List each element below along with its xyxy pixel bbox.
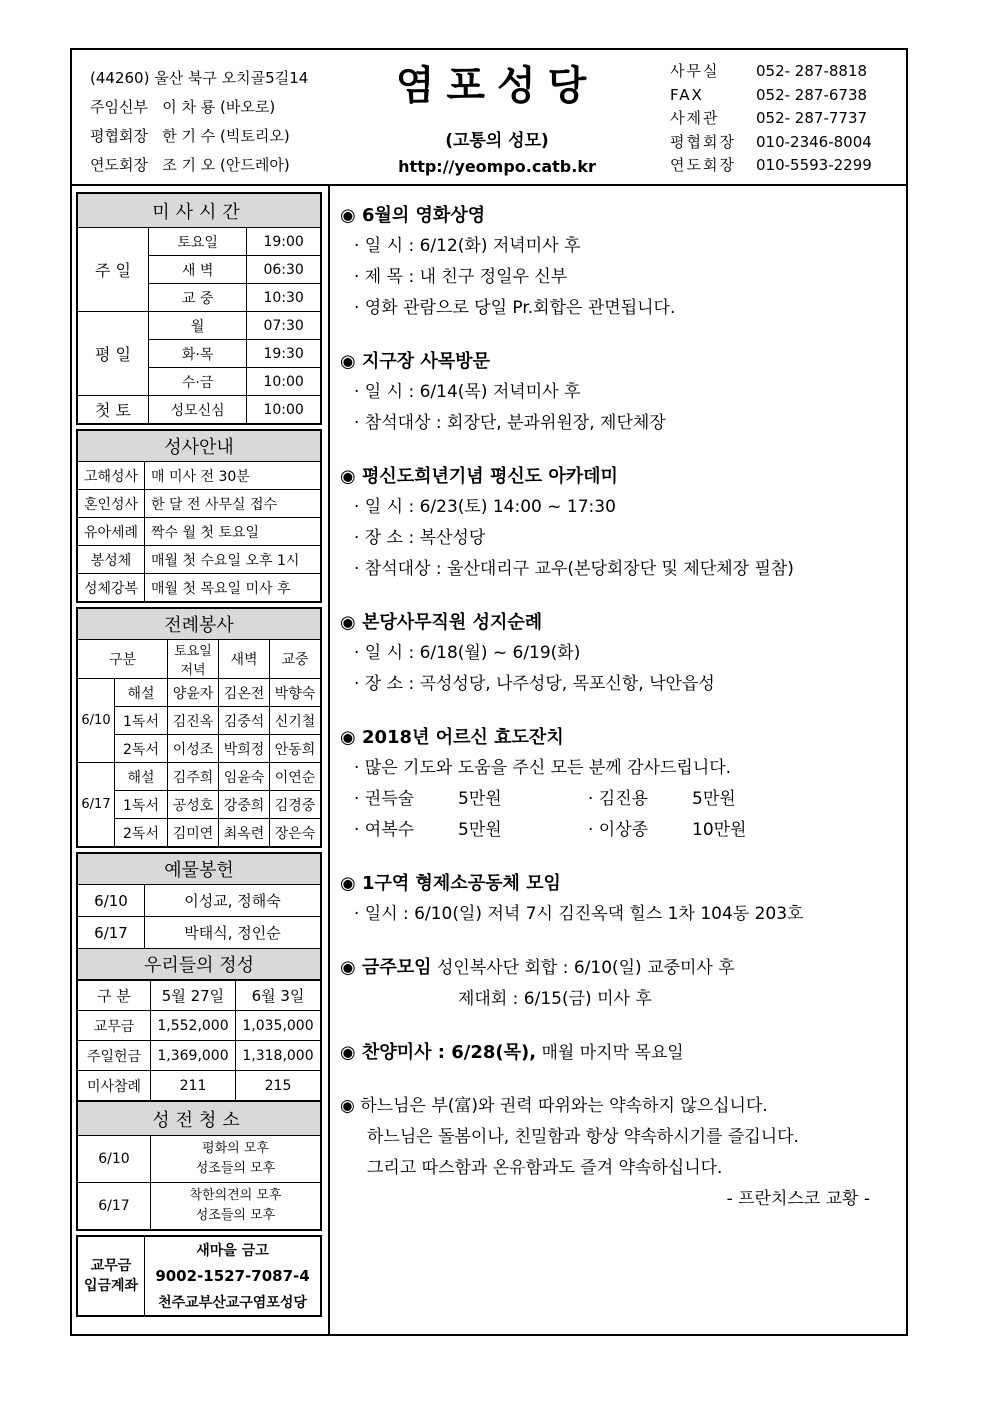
giving-label: 미사참례: [78, 1071, 151, 1101]
notice-movie: ◉ 6월의 영화상영 · 일 시 : 6/12(화) 저녁미사 후 · 제 목 : 내 친구 정일우 신부 · 영화 관람으로 당일 Pr.회합은 관면됩니다.: [340, 205, 676, 318]
giving-value: 215: [236, 1071, 321, 1101]
liturgy-header: 구분: [78, 640, 168, 679]
contact-row: 사제관 052- 287-7737: [670, 109, 868, 127]
liturgy-role: 해설: [115, 679, 168, 707]
bank-holder: 천주교부산교구염포성당: [145, 1289, 321, 1316]
giving-header: 구 분: [78, 981, 151, 1011]
liturgy-person: 임윤숙: [219, 763, 270, 791]
contact-row: FAX 052- 287-6738: [670, 85, 868, 104]
cleaning-groups: 착한의견의 모후 성조들의 모후: [151, 1183, 321, 1230]
sacrament-name: 봉성체: [78, 546, 145, 574]
giving-header: 5월 27일: [151, 981, 236, 1011]
liturgy-person: 장은숙: [270, 819, 321, 847]
column-divider: [328, 184, 330, 1336]
liturgy-person: 안동희: [270, 735, 321, 763]
giving-label: 주일헌금: [78, 1041, 151, 1071]
council-row: 평협회장 한 기 수 (빅토리오): [90, 127, 290, 145]
liturgy-person: 김진옥: [168, 707, 219, 735]
liturgy-person: 박희정: [219, 735, 270, 763]
notice-district: ◉ 1구역 형제소공동체 모임 · 일시 : 6/10(일) 저녁 7시 김진옥댁 힐스 1차 104동 203호: [340, 873, 804, 924]
sacrament-detail: 한 달 전 사무실 접수: [145, 490, 321, 518]
sunday-label: 주 일: [78, 228, 149, 312]
yeondo-row: 연도회장 조 기 오 (안드레아): [90, 156, 290, 174]
liturgy-person: 박향숙: [270, 679, 321, 707]
liturgy-person: 김미연: [168, 819, 219, 847]
donor-row: · 권득술 5만원 · 김진용 5만원: [354, 789, 736, 809]
offering-date: 6/17: [78, 917, 145, 949]
liturgy-person: 최옥련: [219, 819, 270, 847]
liturgy-person: 이연순: [270, 763, 321, 791]
bank-number: 9002-1527-7087-4: [145, 1263, 321, 1289]
liturgy-date: 6/10: [78, 679, 115, 763]
notice-pilgrimage: ◉ 본당사무직원 성지순례 · 일 시 : 6/18(월) ~ 6/19(화) · 장 소 : 곡성성당, 나주성당, 목포신항, 낙안읍성: [340, 612, 715, 694]
liturgy-person: 김주희: [168, 763, 219, 791]
liturgy-service: [76, 607, 322, 848]
giving-value: 211: [151, 1071, 236, 1101]
liturgy-person: 김경중: [270, 791, 321, 819]
contact-row: 평협회장 010-2346-8004: [670, 132, 872, 151]
pastor-row: 주임신부 이 차 룡 (바오로): [90, 98, 276, 116]
contact-row: 연도회장 010-5593-2299: [670, 156, 872, 174]
liturgy-person: 김온전: [219, 679, 270, 707]
mass-day: 토요일: [149, 228, 247, 256]
mass-time: 10:00: [247, 368, 321, 396]
mass-schedule: [76, 192, 322, 425]
mass-title: 미사시간: [78, 194, 321, 228]
liturgy-person: 강중희: [219, 791, 270, 819]
cleaning-title: 성전청소: [78, 1102, 321, 1136]
sacrament-detail: 매 미사 전 30분: [145, 462, 321, 490]
bank-account: [76, 1235, 322, 1317]
notice-meeting: ◉ 금주모임 성인복사단 회합 : 6/10(일) 교중미사 후 제대회 : 6/15(금) 미사 후: [340, 957, 735, 1009]
liturgy-person: 신기철: [270, 707, 321, 735]
offering-names: 박태식, 정인순: [145, 917, 321, 949]
left-column: [76, 192, 322, 1321]
mass-time: 07:30: [247, 312, 321, 340]
mass-time: 19:00: [247, 228, 321, 256]
notice-elder-party: ◉ 2018년 어르신 효도잔치 · 많은 기도와 도움을 주신 모든 분께 감사드립니다. · 권득술 5만원 · 김진용 5만원 · 여복수 5만원 · 이상종 10만원: [340, 722, 910, 846]
mass-time: 19:30: [247, 340, 321, 368]
website-link[interactable]: http://yeompo.catb.kr: [398, 157, 596, 176]
sacrament-name: 유아세례: [78, 518, 145, 546]
sacrament-info: [76, 429, 322, 603]
offering-box: [76, 852, 322, 1231]
sacrament-name: 혼인성사: [78, 490, 145, 518]
mass-time: 10:00: [247, 396, 321, 424]
liturgy-role: 2독서: [115, 819, 168, 847]
contact-list: [670, 60, 872, 178]
giving-value: 1,369,000: [151, 1041, 236, 1071]
mass-day: 수·금: [149, 368, 247, 396]
weekday-label: 평 일: [78, 312, 149, 396]
firstsat-label: 첫 토: [78, 396, 149, 424]
page-subtitle: (고통의 성모): [445, 131, 549, 151]
notice-quote: ◉ 하느님은 부(富)와 권력 따위와는 약속하지 않으십니다. 하느님은 돌봄이나, 친밀함과 항상 약속하시기를 즐깁니다. 그리고 따스함과 온유함과도 즐겨 약속하십니다. - 프란치스코 교황 -: [340, 1096, 870, 1209]
liturgy-header: 교중: [270, 640, 321, 679]
offering-names: 이성교, 정해숙: [145, 885, 321, 917]
mass-time: 10:30: [247, 284, 321, 312]
notice-praise-mass: ◉ 찬양미사 : 6/28(목), 매월 마지막 목요일: [340, 1042, 684, 1063]
giving-label: 교무금: [78, 1011, 151, 1041]
sacrament-detail: 매월 첫 목요일 미사 후: [145, 574, 321, 602]
cleaning-groups: 평화의 모후 성조들의 모후: [151, 1136, 321, 1183]
sacrament-name: 성체강복: [78, 574, 145, 602]
sacrament-title: 성사안내: [78, 431, 321, 462]
donor-row: · 여복수 5만원 · 이상종 10만원: [354, 820, 747, 840]
giving-header: 6월 3일: [236, 981, 321, 1011]
liturgy-header: 토요일 저녁: [168, 640, 219, 679]
notice-column: [340, 200, 910, 1237]
liturgy-role: 해설: [115, 763, 168, 791]
header: [72, 50, 906, 186]
sacrament-name: 고해성사: [78, 462, 145, 490]
address: (44260) 울산 북구 오치골5길14: [90, 69, 309, 87]
liturgy-role: 1독서: [115, 791, 168, 819]
giving-value: 1,552,000: [151, 1011, 236, 1041]
liturgy-person: 공성호: [168, 791, 219, 819]
liturgy-person: 이성조: [168, 735, 219, 763]
bank-label: 교무금 입금계좌: [78, 1237, 145, 1316]
liturgy-person: 김중석: [219, 707, 270, 735]
mass-day: 교 중: [149, 284, 247, 312]
liturgy-header: 새벽: [219, 640, 270, 679]
sacrament-detail: 매월 첫 수요일 오후 1시: [145, 546, 321, 574]
sacrament-detail: 짝수 월 첫 토요일: [145, 518, 321, 546]
cleaning-date: 6/17: [78, 1183, 151, 1230]
liturgy-person: 양윤자: [168, 679, 219, 707]
contact-row: 사무실 052- 287-8818: [670, 62, 868, 80]
giving-title: 우리들의 정성: [78, 949, 321, 980]
header-center: [372, 56, 622, 176]
bulletin-frame: [70, 48, 908, 1336]
notice-academy: ◉ 평신도희년기념 평신도 아카데미 · 일 시 : 6/23(토) 14:00 ~ 17:30 · 장 소 : 복산성당 · 참석대상 : 울산대리구 교우(본당회장단 및 제단체장 필참): [340, 466, 794, 579]
header-left: [90, 64, 308, 180]
notice-visit: ◉ 지구장 사목방문 · 일 시 : 6/14(목) 저녁미사 후 · 참석대상 : 회장단, 분과위원장, 제단체장: [340, 351, 666, 433]
giving-value: 1,035,000: [236, 1011, 321, 1041]
mass-time: 06:30: [247, 256, 321, 284]
giving-value: 1,318,000: [236, 1041, 321, 1071]
bank-name: 새마을 금고: [145, 1237, 321, 1264]
cleaning-date: 6/10: [78, 1136, 151, 1183]
liturgy-role: 2독서: [115, 735, 168, 763]
liturgy-date: 6/17: [78, 763, 115, 847]
mass-day: 화·목: [149, 340, 247, 368]
liturgy-role: 1독서: [115, 707, 168, 735]
page-title: 염포성당: [395, 63, 599, 109]
mass-day: 월: [149, 312, 247, 340]
offering-title: 예물봉헌: [78, 854, 321, 885]
mass-day: 성모신심: [149, 396, 247, 424]
mass-day: 새 벽: [149, 256, 247, 284]
liturgy-title: 전례봉사: [78, 609, 321, 640]
offering-date: 6/10: [78, 885, 145, 917]
